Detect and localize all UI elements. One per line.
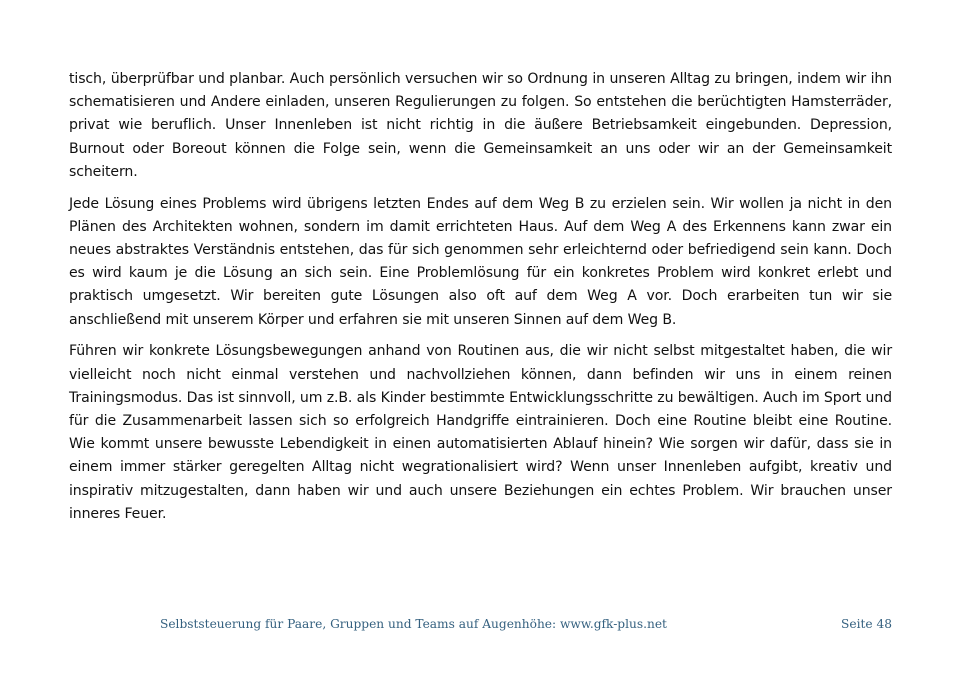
paragraph-2: Jede Lösung eines Problems wird übrigens letzten Endes auf dem Weg B zu erzielen sein. Wir wollen ja nicht in den Plänen des Architekten wohnen, sondern im damit errichteten Haus. Auf dem Weg A des Erkennens kann zwar ein neues abstraktes Verständnis entstehen, das für sich genommen sehr erleichternd oder befriedigend sein kann. Doch es wird kaum je die Lösung an sich sein. Eine Problemlösung für ein konkretes Problem wird konkret erlebt und praktisch umgesetzt. Wir bereiten gute Lösungen also oft auf dem Weg A vor. Doch erarbeiten tun wir sie anschließend mit unserem Körper und erfahren sie mit unseren Sinnen auf dem Weg B.	[69, 195, 892, 328]
body-text	[69, 68, 892, 535]
paragraph-3: Führen wir konkrete Lösungsbewegungen anhand von Routinen aus, die wir nicht selbst mitgestaltet haben, die wir vielleicht noch nicht einmal verstehen und nachvollziehen können, dann befinden wir uns in einem reinen Trainingsmodus. Das ist sinnvoll, um z.B. als Kinder bestimmte Entwicklungsschritte zu bewältigen. Auch im Sport und für die Zusammenarbeit lassen sich so erfolgreich Handgriffe eintrainieren. Doch eine Routine bleibt eine Routine. Wie kommt unsere bewusste Lebendigkeit in einen automatisierten Ablauf hinein? Wie sorgen wir dafür, dass sie in einem immer stärker geregelten Alltag nicht wegrationalisiert wird? Wenn unser Innenleben aufgibt, kreativ und inspirativ mitzugestalten, dann haben wir und auch unsere Beziehungen ein echtes Problem. Wir brauchen unser inneres Feuer.	[69, 343, 892, 522]
footer-title: Selbststeuerung für Paare, Gruppen und Teams auf Augenhöhe: www.gfk-plus.net	[160, 617, 667, 631]
paragraph-1: tisch, überprüfbar und planbar. Auch persönlich versuchen wir so Ordnung in unseren Alltag zu bringen, indem wir ihn schematisieren und Andere einladen, unseren Regulierungen zu folgen. So entstehen die berüchtigten Hamsterräder, privat wie beruflich. Unser Innenleben ist nicht richtig in die äußere Betriebsamkeit eingebunden. Depression, Burnout oder Boreout können die Folge sein, wenn die Gemeinsamkeit an uns oder wir an der Gemeinsamkeit scheitern.	[69, 71, 892, 180]
page-number: Seite 48	[841, 617, 892, 631]
page-footer	[160, 617, 892, 635]
